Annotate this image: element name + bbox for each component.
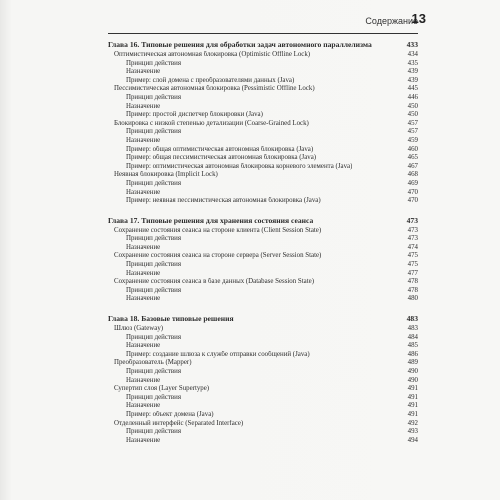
toc-entry-text: Назначение: [126, 243, 161, 251]
toc-entry-page: 445: [407, 85, 418, 93]
toc-subsection: [108, 154, 418, 163]
toc-entry-text: Блокировка с низкой степенью детализации (Coarse-Grained Lock): [114, 119, 309, 127]
toc-entry-page: 439: [407, 68, 418, 76]
toc-entry-page: 475: [407, 261, 418, 269]
chapter-title: Глава 18. Базовые типовые решения: [108, 314, 234, 324]
toc-entry-page: 434: [407, 51, 418, 58]
toc-section: [108, 385, 418, 394]
toc-entry-page: 446: [407, 93, 418, 101]
toc-subsection: [108, 137, 418, 146]
toc-entry-page: 468: [407, 171, 418, 179]
toc-subsection: [108, 189, 418, 198]
toc-subsection: [108, 368, 418, 377]
toc-subsection: [108, 197, 418, 206]
toc-subsection: [108, 437, 418, 446]
toc-subsection: [108, 377, 418, 386]
toc-entry-page: 473: [407, 235, 418, 243]
toc-entry-page: 460: [407, 145, 418, 153]
toc-entry-text: Пример: оптимистическая автономная блокировка корневого элемента (Java): [126, 162, 353, 170]
chapter-page: 433: [406, 40, 418, 49]
toc-section: [108, 227, 418, 236]
toc-entry-page: 490: [407, 368, 418, 375]
toc-entry-page: 491: [407, 402, 418, 410]
toc-entry-text: Назначение: [126, 269, 161, 277]
toc-entry-text: Принцип действия: [126, 393, 182, 401]
toc-entry-text: Неявная блокировка (Implicit Lock): [114, 171, 218, 179]
chapter-heading: [108, 216, 418, 226]
toc-entry-page: 465: [407, 154, 418, 162]
toc-section: [108, 359, 418, 368]
table-of-contents: [108, 40, 418, 455]
toc-entry-page: 485: [407, 342, 418, 350]
toc-chapter: [108, 216, 418, 304]
toc-entry-text: Принцип действия: [126, 59, 182, 67]
toc-entry-text: Назначение: [126, 102, 161, 110]
toc-entry-text: Супертип слоя (Layer Supertype): [114, 385, 210, 393]
toc-entry-page: 489: [407, 359, 418, 367]
toc-entry-text: Принцип действия: [126, 93, 182, 101]
toc-entry-text: Назначение: [126, 295, 161, 303]
chapter-page: 483: [406, 314, 418, 324]
toc-entry-text: Пример: слой домена с преобразователями данных (Java): [126, 76, 295, 84]
toc-entry-text: Сохранение состояния сеанса на стороне сервера (Server Session State): [114, 252, 322, 260]
toc-section: [108, 420, 418, 429]
toc-section: [108, 278, 418, 287]
toc-entry-text: Принцип действия: [126, 286, 182, 294]
toc-section: [108, 51, 418, 60]
toc-entry-page: 457: [407, 119, 418, 127]
toc-subsection: [108, 261, 418, 270]
toc-entry-text: Принцип действия: [126, 333, 182, 341]
toc-subsection: [108, 163, 418, 172]
toc-entry-page: 491: [407, 385, 418, 393]
toc-subsection: [108, 411, 418, 420]
toc-entry-text: Принцип действия: [126, 368, 182, 375]
toc-chapter: [108, 314, 418, 445]
chapter-heading: [108, 40, 418, 50]
toc-entry-page: 435: [407, 59, 418, 67]
toc-entry-text: Назначение: [126, 136, 161, 144]
toc-subsection: [108, 342, 418, 351]
toc-entry-text: Назначение: [126, 68, 161, 76]
toc-subsection: [108, 68, 418, 77]
toc-entry-text: Пример: общая оптимистическая автономная блокировка (Java): [126, 145, 314, 153]
toc-section: [108, 85, 418, 94]
chapter-title: Глава 16. Типовые решения для обработки задач автономного параллелизма: [108, 40, 372, 49]
toc-entry-page: 457: [407, 128, 418, 136]
toc-entry-text: Отделенный интерфейс (Separated Interface): [114, 419, 244, 427]
chapter-page: 473: [406, 215, 418, 225]
toc-entry-page: 450: [407, 111, 418, 119]
toc-entry-text: Пример: создание шлюза к службе отправки сообщений (Java): [126, 350, 310, 358]
toc-entry-text: Назначение: [126, 402, 161, 410]
toc-entry-page: 467: [407, 162, 418, 170]
toc-section: [108, 171, 418, 180]
toc-subsection: [108, 235, 418, 244]
toc-subsection: [108, 394, 418, 403]
toc-entry-page: 480: [407, 295, 418, 303]
toc-entry-text: Сохранение состояния сеанса в базе данных (Database Session State): [114, 278, 314, 286]
toc-subsection: [108, 295, 418, 304]
toc-entry-text: Принцип действия: [126, 428, 182, 436]
toc-subsection: [108, 103, 418, 112]
toc-section: [108, 120, 418, 129]
toc-subsection: [108, 111, 418, 120]
toc-entry-text: Принцип действия: [126, 261, 182, 269]
toc-subsection: [108, 244, 418, 253]
toc-subsection: [108, 428, 418, 437]
toc-subsection: [108, 94, 418, 103]
toc-entry-page: 494: [407, 436, 418, 444]
toc-entry-text: Сохранение состояния сеанса на стороне клиента (Client Session State): [114, 226, 322, 234]
toc-entry-page: 493: [407, 428, 418, 436]
chapter-title: Глава 17. Типовые решения для хранения состояния сеанса: [108, 215, 314, 225]
toc-entry-page: 439: [407, 76, 418, 84]
toc-entry-page: 484: [407, 333, 418, 341]
toc-subsection: [108, 146, 418, 155]
toc-entry-page: 470: [407, 197, 418, 205]
toc-entry-page: 469: [407, 179, 418, 187]
toc-entry-text: Назначение: [126, 436, 161, 444]
page-number: 13: [411, 11, 426, 26]
toc-subsection: [108, 180, 418, 189]
toc-entry-page: 486: [407, 350, 418, 358]
toc-entry-page: 474: [407, 243, 418, 251]
toc-subsection: [108, 334, 418, 343]
toc-entry-page: 492: [407, 419, 418, 427]
toc-entry-page: 483: [407, 325, 418, 333]
toc-entry-page: 490: [407, 376, 418, 384]
toc-entry-page: 450: [407, 102, 418, 110]
toc-entry-text: Пример: неявная пессимистическая автономная блокировка (Java): [126, 197, 321, 205]
toc-subsection: [108, 351, 418, 360]
running-header: Содержание: [365, 16, 418, 26]
toc-entry-text: Назначение: [126, 188, 161, 196]
toc-entry-text: Принцип действия: [126, 235, 182, 243]
toc-entry-page: 459: [407, 136, 418, 144]
toc-chapter: [108, 40, 418, 206]
toc-entry-text: Назначение: [126, 376, 161, 384]
toc-entry-text: Шлюз (Gateway): [114, 325, 164, 333]
toc-entry-page: 478: [407, 286, 418, 294]
header-rule: [108, 33, 418, 34]
toc-entry-page: 470: [407, 188, 418, 196]
toc-entry-text: Пессимистическая автономная блокировка (Pessimistic Offline Lock): [114, 85, 315, 93]
toc-entry-text: Пример: простой диспетчер блокировки (Java): [126, 111, 263, 119]
toc-entry-page: 478: [407, 278, 418, 286]
toc-subsection: [108, 128, 418, 137]
toc-entry-page: 473: [407, 226, 418, 234]
toc-entry-text: Принцип действия: [126, 179, 182, 187]
toc-section: [108, 325, 418, 334]
toc-entry-page: 491: [407, 410, 418, 418]
toc-subsection: [108, 77, 418, 86]
toc-entry-text: Принцип действия: [126, 128, 182, 136]
toc-entry-text: Пример: общая пессимистическая автономная блокировка (Java): [126, 154, 317, 162]
toc-subsection: [108, 402, 418, 411]
toc-subsection: [108, 60, 418, 69]
toc-entry-text: Назначение: [126, 342, 161, 350]
toc-entry-page: 475: [407, 252, 418, 260]
toc-entry-text: Пример: объект домена (Java): [126, 410, 214, 418]
toc-entry-page: 491: [407, 393, 418, 401]
toc-entry-text: Преобразователь (Mapper): [114, 359, 192, 367]
toc-entry-text: Оптимистическая автономная блокировка (Optimistic Offline Lock): [114, 51, 311, 58]
toc-entry-page: 477: [407, 269, 418, 277]
chapter-heading: [108, 314, 418, 324]
toc-subsection: [108, 287, 418, 296]
toc-section: [108, 252, 418, 261]
toc-subsection: [108, 270, 418, 279]
